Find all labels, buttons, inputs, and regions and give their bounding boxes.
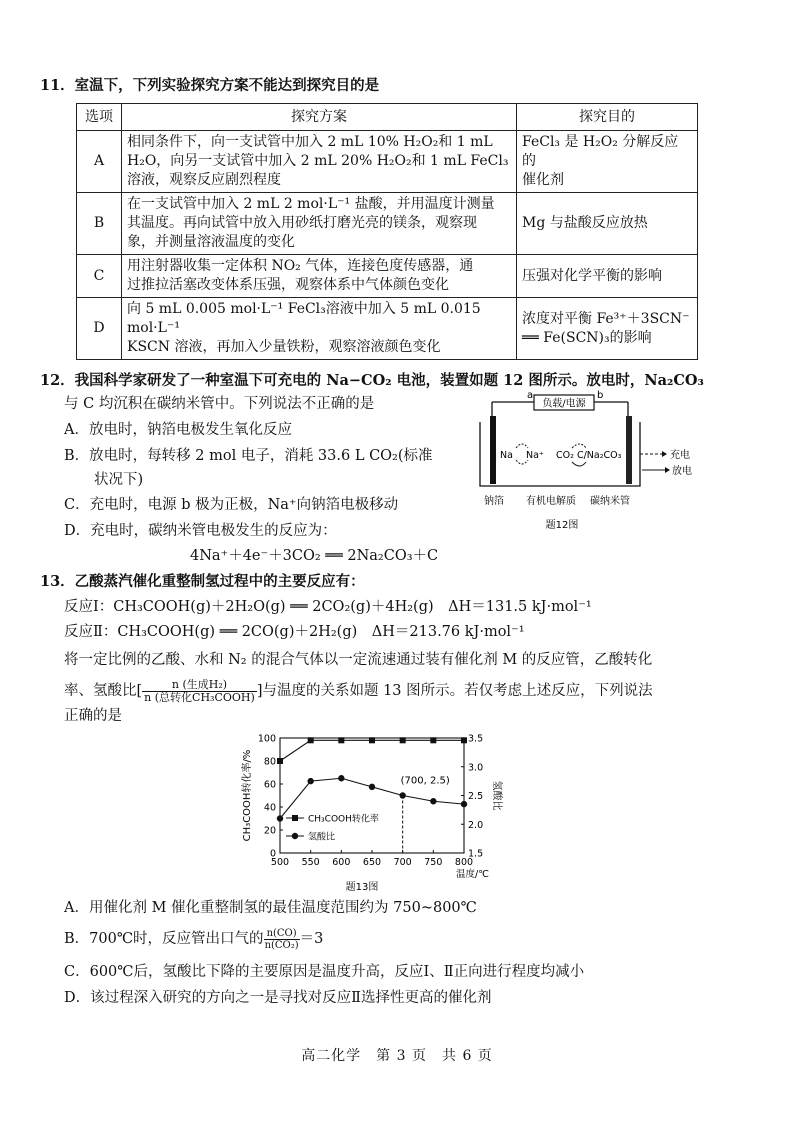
q13-option-d: D．该过程深入研究的方向之一是寻找对反应Ⅱ选择性更高的催化剂	[64, 990, 492, 1006]
product-label: CO₂ C/Na₂CO₃	[556, 450, 622, 461]
plan-line: 过推拉活塞改变体系压强，观察体系中气体颜色变化	[127, 277, 449, 293]
goal-line: 催化剂	[522, 172, 564, 188]
y-left-tick-label: 80	[263, 756, 276, 768]
fig13-caption: 题13图	[345, 882, 379, 893]
ratio-point	[277, 815, 283, 821]
q13-text-part: ]与温度的关系如题 13 图所示。若仅考虑上述反应，下列说法	[256, 683, 653, 699]
ratio-point	[307, 778, 313, 784]
sodium-foil-label: 钠箔	[484, 496, 504, 507]
plan-cell	[122, 255, 517, 298]
y-left-tick-label: 40	[263, 802, 276, 814]
plan-line: 相同条件下，向一支试管中加入 2 mL 10% H₂O₂和 1 mL	[127, 134, 493, 150]
q12-option-c: C．充电时，电源 b 极为正极，Na⁺向钠箔电极移动	[64, 497, 399, 513]
q12-stem-line2: 与 C 均沉积在碳纳米管中。下列说法不正确的是	[64, 396, 375, 412]
plan-cell	[122, 131, 517, 193]
charge-label: 充电	[670, 450, 690, 461]
x-tick-label: 600	[332, 857, 351, 868]
goal-cell	[517, 298, 698, 360]
table-row	[77, 193, 698, 255]
x-axis-label: 温度/℃	[456, 869, 489, 880]
q13-paragraph-line3: 正确的是	[64, 708, 122, 724]
legend-marker-ratio	[292, 833, 298, 839]
q12-option-a: A．放电时，钠箔电极发生氧化反应	[64, 422, 292, 438]
goal-line: Mg 与盐酸反应放热	[522, 215, 648, 231]
q11-table	[76, 103, 698, 360]
ratio-fraction	[142, 679, 257, 704]
q12-option-b-line2: 状况下)	[94, 472, 144, 488]
y-right-tick-label: 1.5	[468, 848, 484, 860]
plan-line: H₂O，向另一支试管中加入 2 mL 20% H₂O₂和 1 mL FeCl₃	[127, 153, 509, 169]
y-right-tick-label: 2.0	[468, 819, 484, 831]
x-tick-label: 750	[424, 857, 443, 868]
na-label: Na	[500, 450, 513, 461]
goal-line: FeCl₃ 是 H₂O₂ 分解反应的	[522, 134, 679, 169]
q12-option-b-line1: B．放电时，每转移 2 mol 电子，消耗 33.6 L CO₂(标准	[64, 448, 433, 464]
y-right-tick-label: 3.0	[468, 762, 484, 774]
legend-marker-conversion	[292, 815, 298, 821]
y-right-tick-label: 3.5	[468, 733, 484, 745]
q13-reaction-2: 反应Ⅱ：CH₃COOH(g) ══ 2CO(g)＋2H₂(g) ΔH＝213.76 kJ·mol⁻¹	[64, 624, 525, 640]
y-axis-right-label: 氢酸比	[491, 780, 502, 811]
y-left-tick-label: 20	[263, 825, 276, 837]
ratio-point	[430, 798, 436, 804]
option-b-text: B．700℃时，反应管出口气的	[64, 931, 264, 947]
plan-line: KSCN 溶液，再加入少量铁粉，观察溶液颜色变化	[127, 339, 441, 355]
conversion-point	[430, 737, 436, 743]
x-tick-label: 550	[301, 857, 320, 868]
fraction-denominator: n (总转化CH₃COOH)	[144, 690, 255, 704]
plan-line: 向 5 mL 0.005 mol·L⁻¹ FeCl₃溶液中加入 5 mL 0.015 mol·L⁻¹	[127, 301, 481, 336]
table-row	[77, 131, 698, 193]
q12-equation: 4Na⁺＋4e⁻＋3CO₂ ══ 2Na₂CO₃＋C	[190, 548, 439, 564]
x-tick-label: 800	[454, 857, 474, 868]
q13-paragraph-line2	[64, 676, 653, 706]
ratio-point	[338, 775, 344, 781]
table-row	[77, 298, 698, 360]
x-tick-label: 700	[393, 857, 412, 868]
chart-marks	[277, 737, 467, 853]
electrolyte-label: 有机电解质	[526, 496, 576, 507]
table-header-row	[77, 104, 698, 131]
conversion-point	[338, 737, 344, 743]
carbon-nanotube-label: 碳纳米管	[590, 496, 630, 507]
q13-option-a: A．用催化剂 M 催化重整制氢的最佳温度范围约为 750~800℃	[64, 900, 477, 916]
q11-stem: 11．室温下，下列实验探究方案不能达到探究目的是	[40, 77, 380, 94]
fraction-denominator: n(CO₂)	[264, 939, 299, 951]
terminal-b-label: b	[597, 390, 604, 401]
terminal-a-label: a	[527, 390, 534, 401]
header-plan: 探究方案	[122, 104, 517, 131]
q13-reaction-1: 反应Ⅰ：CH₃COOH(g)＋2H₂O(g) ══ 2CO₂(g)＋4H₂(g) ΔH＝131.5 kJ·mol⁻¹	[64, 599, 592, 615]
page-footer: 高二化学 第 3 页 共 6 页	[301, 1048, 493, 1064]
y-left-tick-label: 100	[257, 733, 276, 745]
legend-entry-conversion: CH₃COOH转化率	[308, 814, 379, 825]
point-annotation: (700, 2.5)	[400, 775, 450, 787]
q13-stem: 13．乙酸蒸汽催化重整制氢过程中的主要反应有：	[40, 573, 365, 590]
q12-stem-line1: 12．我国科学家研发了一种室温下可充电的 Na−CO₂ 电池，装置如题 12 图所示。放电时，Na₂CO₃	[40, 372, 704, 389]
option-label: B	[77, 193, 122, 255]
plan-line: 溶液，观察反应剧烈程度	[127, 172, 281, 188]
goal-line: 浓度对平衡 Fe³⁺＋3SCN⁻	[522, 310, 690, 327]
conversion-point	[277, 758, 283, 764]
conversion-point	[400, 737, 406, 743]
goal-cell	[517, 131, 698, 193]
fig12-caption: 题12图	[545, 520, 579, 531]
goal-cell	[517, 193, 698, 255]
plan-cell	[122, 298, 517, 360]
q13-text-part: 率、氢酸比[	[64, 683, 143, 699]
legend-entry-ratio: 氢酸比	[308, 832, 336, 843]
header-goal: 探究目的	[517, 104, 698, 131]
plan-line: 用注射器收集一定体积 NO₂ 气体，连接色度传感器，通	[127, 258, 474, 274]
co-ratio-fraction	[264, 928, 300, 951]
q13-option-c: C．600℃后，氢酸比下降的主要原因是温度升高，反应Ⅰ、Ⅱ正向进行程度均减小	[64, 964, 585, 980]
x-tick-label: 650	[362, 857, 382, 868]
x-tick-label: 500	[270, 857, 290, 868]
conversion-point	[308, 737, 314, 743]
conversion-point	[369, 737, 375, 743]
goal-cell	[517, 255, 698, 298]
discharge-label: 放电	[672, 466, 692, 477]
header-option: 选项	[77, 104, 122, 131]
plan-cell	[122, 193, 517, 255]
y-right-tick-label: 2.5	[468, 791, 484, 802]
option-b-text: ＝3	[299, 931, 324, 947]
y-axis-left-label: CH₃COOH转化率/%	[242, 749, 253, 842]
battery-diagram	[472, 386, 702, 538]
option-label: A	[77, 131, 122, 193]
series-line-0	[280, 740, 464, 761]
plan-line: 象，并测量溶液温度的变化	[127, 234, 295, 250]
fraction-numerator: n (生成H₂)	[142, 679, 257, 692]
option-label: D	[77, 298, 122, 360]
goal-line: ══ Fe(SCN)₃的影响	[522, 329, 652, 346]
ratio-point	[369, 784, 375, 790]
q13-option-b	[64, 922, 323, 956]
source-label: 负载/电源	[542, 398, 586, 410]
conversion-point	[461, 737, 467, 743]
y-left-tick-label: 0	[269, 848, 276, 860]
goal-line: 压强对化学平衡的影响	[522, 267, 662, 284]
plan-line: 在一支试管中加入 2 mL 2 mol·L⁻¹ 盐酸，并用温度计测量	[127, 196, 495, 212]
y-left-tick-label: 60	[263, 779, 276, 791]
q12-option-d: D．充电时，碳纳米管电极发生的反应为：	[64, 523, 337, 539]
plan-line: 其温度。再向试管中放入用砂纸打磨光亮的镁条，观察现	[127, 215, 477, 231]
q13-paragraph-line1: 将一定比例的乙酸、水和 N₂ 的混合气体以一定流速通过装有催化剂 M 的反应管，乙酸转化	[64, 652, 653, 668]
fraction-numerator: n(CO)	[264, 928, 300, 940]
conversion-chart	[236, 728, 546, 893]
na-ion-label: Na⁺	[526, 450, 544, 461]
table-row	[77, 255, 698, 298]
option-label: C	[77, 255, 122, 298]
ratio-point	[461, 801, 467, 807]
